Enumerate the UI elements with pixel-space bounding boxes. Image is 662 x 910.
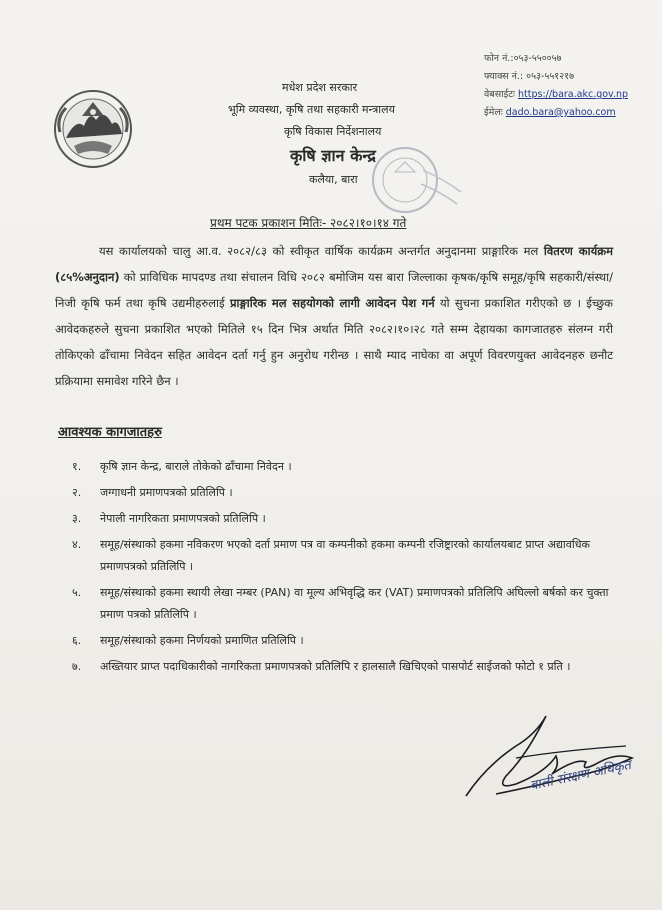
email-link[interactable]: dado.bara@yahoo.com	[505, 107, 616, 118]
province-government: मधेश प्रदेश सरकार	[282, 81, 358, 94]
body-bold-1: वितरण कार्यक्रम (८५%अनुदान)	[55, 244, 613, 284]
office-name: कृषि ज्ञान केन्द्र	[290, 146, 376, 165]
phone-number: फोन नं.:०५३-५५००५७	[484, 53, 562, 64]
email-label: ईमेलः	[484, 107, 503, 118]
directorate-name: कृषि विकास निर्देशनालय	[284, 125, 382, 138]
office-location: कलैया, बारा	[309, 173, 358, 186]
list-item: १. कृषि ज्ञान केन्द्र, बाराले तोकेको ढाँचामा निवेदन ।	[72, 460, 292, 473]
required-documents-list	[72, 456, 617, 682]
list-item: ५. समूह/संस्थाको हकमा स्थायी लेखा नम्बर (PAN) वा मूल्य अभिवृद्धि कर (VAT) प्रमाणपत्रको प्रतिलिपि अघिल्लो बर्षको कर चुक्ता प्रमाण पत्रको प्रतिलिपि ।	[72, 586, 609, 621]
body-text-3: यो सुचना प्रकाशित गरीएको छ । ईच्छुक आवेदकहरुले सुचना प्रकाशित भएको मितिले १५ दिन भित्र अर्थात मिति २०८२।१०।२८ गते सम्म देहायका कागजातहरु संलग्न गरी तोकिएको ढाँचामा निवेदन सहित आवेदन दर्ता गर्नु हुन अनुरोध गरीन्छ । साथै म्याद नाघेका वा अपूर्ण विवरणयुक्त आवेदनहरु छनौट प्रक्रियामा समावेश गरिने छैन ।	[55, 296, 613, 388]
body-text-1: यस कार्यालयको चालु आ.व. २०८२/८३ को स्वीकृत वार्षिक कार्यक्रम अन्तर्गत अनुदानमा प्राङ्गारिक मल	[99, 244, 544, 258]
list-item: ४. समूह/संस्थाको हकमा नविकरण भएको दर्ता प्रमाण पत्र वा कम्पनीको हकमा कम्पनी रजिष्ट्रारको कार्यालयबाट प्राप्त अद्यावधिक प्रमाणपत्रको प्रतिलिपि ।	[72, 538, 590, 573]
ministry-name: भूमि व्यवस्था, कृषि तथा सहकारी मन्त्रालय	[228, 103, 395, 116]
body-text-2: को प्राविधिक मापदण्ड तथा संचालन विधि २०८२ बमोजिम यस बारा जिल्लाका कृषक/कृषि समूह/कृषि सहकारी/संस्था/निजी कृषि फर्म तथा कृषि उद्यमीहरुलाई	[55, 270, 613, 310]
nepal-emblem-icon	[52, 88, 134, 170]
list-item: ७. अख्तियार प्राप्त पदाधिकारीको नागरिकता प्रमाणपत्रको प्रतिलिपि र हालसालै खिचिएको पासपोर्ट साईजको फोटो १ प्रति ।	[72, 660, 571, 673]
notice-body	[55, 238, 613, 394]
body-bold-2: प्राङ्गारिक मल सहयोगको लागी आवेदन पेश गर्न	[229, 296, 435, 310]
office-stamp-icon	[365, 140, 465, 220]
signatory-title: बाली संरक्षण अधिकृत	[528, 757, 633, 794]
contact-info	[484, 50, 628, 122]
publication-date: प्रथम पटक प्रकाशन मितिः- २०८२।१०।१४ गते	[210, 216, 407, 230]
website-link[interactable]: https://bara.akc.gov.np	[518, 89, 629, 100]
website-label: वेबसाईटः	[484, 89, 515, 100]
list-item: २. जग्गाधनी प्रमाणपत्रको प्रतिलिपि ।	[72, 486, 233, 499]
fax-number: फ्याक्स नं.: ०५३-५५१२१७	[484, 71, 575, 82]
required-documents-title: आवश्यक कागजातहरु	[58, 425, 162, 440]
list-item: ३. नेपाली नागरिकता प्रमाणपत्रको प्रतिलिपि ।	[72, 512, 266, 525]
list-item: ६. समूह/संस्थाको हकमा निर्णयको प्रमाणित प्रतिलिपि ।	[72, 634, 304, 647]
